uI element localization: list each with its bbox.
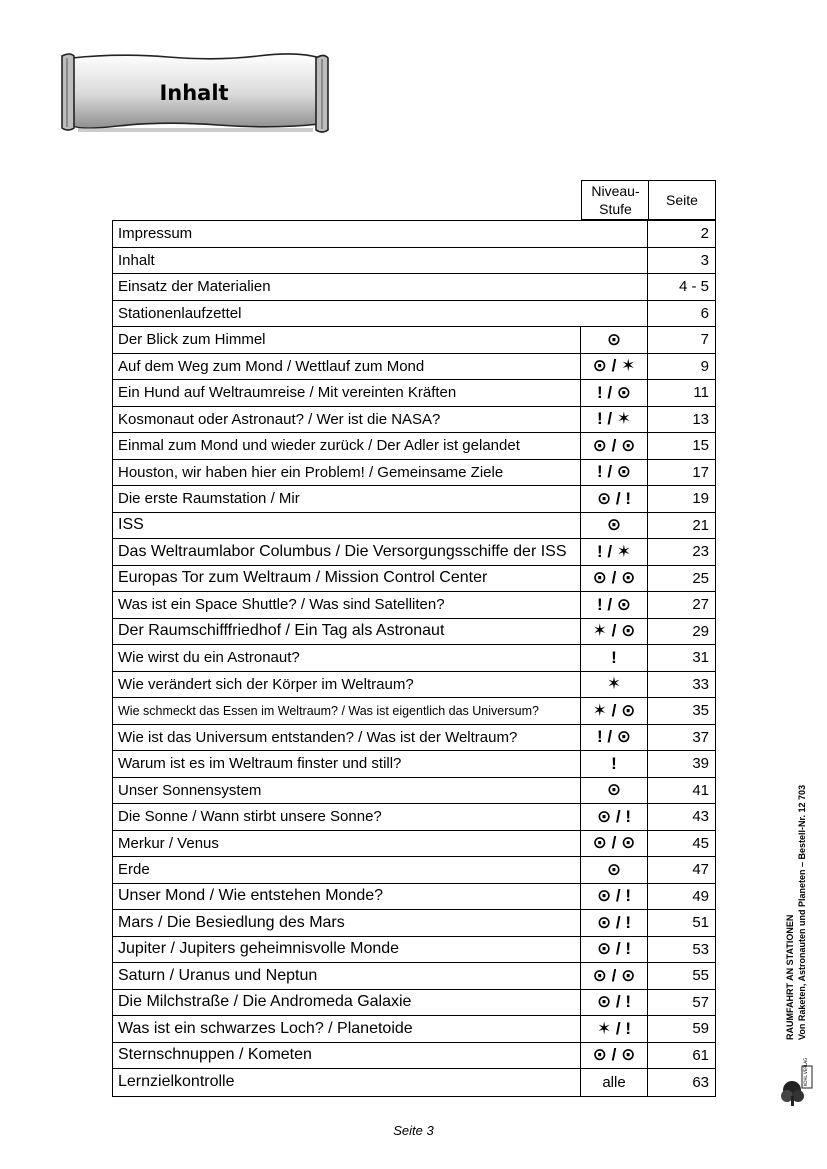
toc-entry-level: ! / ⊙ bbox=[581, 592, 648, 618]
toc-entry-title: Stationenlaufzettel bbox=[113, 301, 648, 327]
toc-entry-title: Wie schmeckt das Essen im Weltraum? / Was ist eigentlich das Universum? bbox=[113, 698, 581, 724]
toc-row bbox=[113, 672, 715, 699]
toc-entry-level: ⊙ bbox=[581, 857, 648, 883]
toc-row bbox=[113, 778, 715, 805]
toc-entry-title: Was ist ein schwarzes Loch? / Planetoide bbox=[113, 1016, 581, 1042]
toc-entry-title: Ein Hund auf Weltraumreise / Mit vereinten Kräften bbox=[113, 380, 581, 406]
toc-entry-title: Mars / Die Besiedlung des Mars bbox=[113, 910, 581, 936]
toc-row bbox=[113, 354, 715, 381]
toc-entry-title: Saturn / Uranus und Neptun bbox=[113, 963, 581, 989]
toc-entry-page: 63 bbox=[692, 1073, 709, 1091]
toc-row bbox=[113, 1016, 715, 1043]
toc-entry-level: ⊙ / ⊙ bbox=[581, 831, 648, 857]
toc-entry-title: Was ist ein Space Shuttle? / Was sind Satelliten? bbox=[113, 592, 581, 618]
toc-entry-level: ! bbox=[581, 645, 648, 671]
toc-entry-title: Unser Sonnensystem bbox=[113, 778, 581, 804]
publisher-logo-icon bbox=[778, 1058, 814, 1108]
toc-entry-level: ✶ bbox=[581, 672, 648, 698]
toc-entry-level: ! / ✶ bbox=[581, 407, 648, 433]
toc-entry-page: 27 bbox=[692, 596, 709, 614]
toc-entry-page: 7 bbox=[700, 331, 709, 349]
toc-entry-page: 3 bbox=[700, 251, 709, 269]
toc-row bbox=[113, 433, 715, 460]
toc-row bbox=[113, 221, 715, 248]
series-title: RAUMFAHRT AN STATIONEN bbox=[785, 914, 795, 1040]
toc-entry-page: 55 bbox=[692, 967, 709, 985]
page-title: Inhalt bbox=[159, 81, 229, 105]
toc-row bbox=[113, 804, 715, 831]
toc-entry-page: 11 bbox=[693, 384, 709, 402]
toc-entry-page: 23 bbox=[692, 543, 709, 561]
toc-entry-level: ! / ⊙ bbox=[581, 460, 648, 486]
toc-entry-level: ! / ⊙ bbox=[581, 380, 648, 406]
toc-rows bbox=[112, 220, 716, 1097]
toc-row bbox=[113, 460, 715, 487]
toc-row bbox=[113, 725, 715, 752]
toc-row bbox=[113, 645, 715, 672]
toc-entry-title: Wie ist das Universum entstanden? / Was ist der Weltraum? bbox=[113, 725, 581, 751]
toc-entry-level: ⊙ / ! bbox=[581, 804, 648, 830]
toc-entry-level: ! / ✶ bbox=[581, 539, 648, 565]
sidebar-text bbox=[784, 710, 824, 1040]
toc-row bbox=[113, 539, 715, 566]
toc-entry-title: Die Sonne / Wann stirbt unsere Sonne? bbox=[113, 804, 581, 830]
toc-entry-title: Auf dem Weg zum Mond / Wettlauf zum Mond bbox=[113, 354, 581, 380]
toc-entry-title: Sternschnuppen / Kometen bbox=[113, 1043, 581, 1069]
toc-entry-title: Merkur / Venus bbox=[113, 831, 581, 857]
toc-entry-page: 57 bbox=[692, 993, 709, 1011]
toc-entry-title: Impressum bbox=[113, 221, 648, 247]
toc-entry-level: ! bbox=[581, 751, 648, 777]
toc-entry-title: Der Raumschifffriedhof / Ein Tag als Astronaut bbox=[113, 619, 581, 645]
toc-entry-level: ⊙ / ! bbox=[581, 884, 648, 910]
toc-entry-page: 13 bbox=[692, 410, 709, 428]
toc-entry-page: 59 bbox=[692, 1020, 709, 1038]
toc-entry-title: ISS bbox=[113, 513, 581, 539]
toc-entry-level: ✶ / ! bbox=[581, 1016, 648, 1042]
title-scroll-banner bbox=[58, 50, 330, 136]
toc-row bbox=[113, 884, 715, 911]
toc-entry-level: alle bbox=[581, 1069, 648, 1096]
toc-entry-page: 9 bbox=[700, 357, 709, 375]
toc-entry-level: ✶ / ⊙ bbox=[581, 698, 648, 724]
toc-entry-page: 31 bbox=[692, 649, 709, 667]
toc-entry-title: Lernzielkontrolle bbox=[113, 1069, 581, 1096]
toc-row bbox=[113, 592, 715, 619]
toc-entry-page: 45 bbox=[692, 834, 709, 852]
toc-entry-title: Unser Mond / Wie entstehen Monde? bbox=[113, 884, 581, 910]
toc-entry-level: ✶ / ⊙ bbox=[581, 619, 648, 645]
toc-entry-page: 47 bbox=[692, 861, 709, 879]
toc-entry-title: Houston, wir haben hier ein Problem! / Gemeinsame Ziele bbox=[113, 460, 581, 486]
toc-entry-page: 49 bbox=[692, 887, 709, 905]
toc-row bbox=[113, 248, 715, 275]
toc-row bbox=[113, 1043, 715, 1070]
toc-entry-title: Einsatz der Materialien bbox=[113, 274, 648, 300]
toc-entry-level: ⊙ / ! bbox=[581, 910, 648, 936]
toc-row bbox=[113, 990, 715, 1017]
toc-entry-page: 51 bbox=[692, 914, 709, 932]
toc-row bbox=[113, 380, 715, 407]
toc-entry-level: ⊙ / ⊙ bbox=[581, 963, 648, 989]
header-page: Seite bbox=[648, 180, 716, 220]
toc-row bbox=[113, 407, 715, 434]
toc-row bbox=[113, 513, 715, 540]
toc-entry-level: ⊙ / ⊙ bbox=[581, 433, 648, 459]
book-subtitle: Von Raketen, Astronauten und Planeten – Bestell-Nr. 12 703 bbox=[797, 784, 807, 1040]
toc-entry-level: ! / ⊙ bbox=[581, 725, 648, 751]
toc-entry-page: 6 bbox=[700, 304, 709, 322]
toc-row bbox=[113, 566, 715, 593]
header-level: Niveau- Stufe bbox=[581, 180, 649, 220]
toc-entry-level: ⊙ bbox=[581, 327, 648, 353]
toc-row bbox=[113, 327, 715, 354]
toc-entry-page: 53 bbox=[692, 940, 709, 958]
publisher-sidebar bbox=[776, 740, 816, 1110]
toc-row bbox=[113, 301, 715, 328]
toc-entry-level: ⊙ / ✶ bbox=[581, 354, 648, 380]
toc-entry-title: Inhalt bbox=[113, 248, 648, 274]
toc-entry-title: Warum ist es im Weltraum finster und still? bbox=[113, 751, 581, 777]
toc-row bbox=[113, 274, 715, 301]
toc-entry-page: 29 bbox=[692, 622, 709, 640]
toc-entry-title: Die erste Raumstation / Mir bbox=[113, 486, 581, 512]
toc-entry-level: ⊙ / ! bbox=[581, 486, 648, 512]
toc-entry-title: Europas Tor zum Weltraum / Mission Control Center bbox=[113, 566, 581, 592]
page-number: Seite 3 bbox=[393, 1123, 434, 1138]
toc-row bbox=[113, 751, 715, 778]
toc-entry-page: 43 bbox=[692, 808, 709, 826]
toc-entry-level: ⊙ bbox=[581, 513, 648, 539]
logo-text: KOHL VERLAG bbox=[803, 1058, 808, 1086]
toc-row bbox=[113, 1069, 715, 1096]
toc-entry-page: 21 bbox=[692, 516, 709, 534]
toc-entry-level: ⊙ / ⊙ bbox=[581, 566, 648, 592]
toc-entry-page: 37 bbox=[692, 728, 709, 746]
toc-entry-title: Erde bbox=[113, 857, 581, 883]
toc-row bbox=[113, 937, 715, 964]
toc-row bbox=[113, 963, 715, 990]
toc-row bbox=[113, 910, 715, 937]
toc-entry-title: Einmal zum Mond und wieder zurück / Der Adler ist gelandet bbox=[113, 433, 581, 459]
toc-entry-page: 25 bbox=[692, 569, 709, 587]
toc-entry-page: 41 bbox=[692, 781, 709, 799]
toc-entry-title: Der Blick zum Himmel bbox=[113, 327, 581, 353]
toc-entry-page: 61 bbox=[692, 1046, 709, 1064]
toc-entry-title: Kosmonaut oder Astronaut? / Wer ist die NASA? bbox=[113, 407, 581, 433]
toc-row bbox=[113, 486, 715, 513]
toc-entry-page: 2 bbox=[700, 225, 709, 243]
toc-entry-title: Die Milchstraße / Die Andromeda Galaxie bbox=[113, 990, 581, 1016]
toc-entry-level: ⊙ bbox=[581, 778, 648, 804]
toc-entry-page: 15 bbox=[692, 437, 709, 455]
toc-entry-title: Das Weltraumlabor Columbus / Die Versorgungsschiffe der ISS bbox=[113, 539, 581, 565]
toc-entry-page: 35 bbox=[692, 702, 709, 720]
toc-entry-title: Wie wirst du ein Astronaut? bbox=[113, 645, 581, 671]
toc-row bbox=[113, 698, 715, 725]
toc-entry-page: 4 - 5 bbox=[678, 278, 709, 296]
toc-entry-page: 33 bbox=[692, 675, 709, 693]
toc-entry-title: Wie verändert sich der Körper im Weltraum? bbox=[113, 672, 581, 698]
toc-entry-title: Jupiter / Jupiters geheimnisvolle Monde bbox=[113, 937, 581, 963]
toc-row bbox=[113, 857, 715, 884]
toc-entry-level: ⊙ / ! bbox=[581, 990, 648, 1016]
toc-entry-level: ⊙ / ! bbox=[581, 937, 648, 963]
toc-entry-page: 39 bbox=[692, 755, 709, 773]
toc-row bbox=[113, 619, 715, 646]
toc-row bbox=[113, 831, 715, 858]
toc-entry-page: 17 bbox=[692, 463, 709, 481]
toc-entry-level: ⊙ / ⊙ bbox=[581, 1043, 648, 1069]
toc-entry-page: 19 bbox=[692, 490, 709, 508]
